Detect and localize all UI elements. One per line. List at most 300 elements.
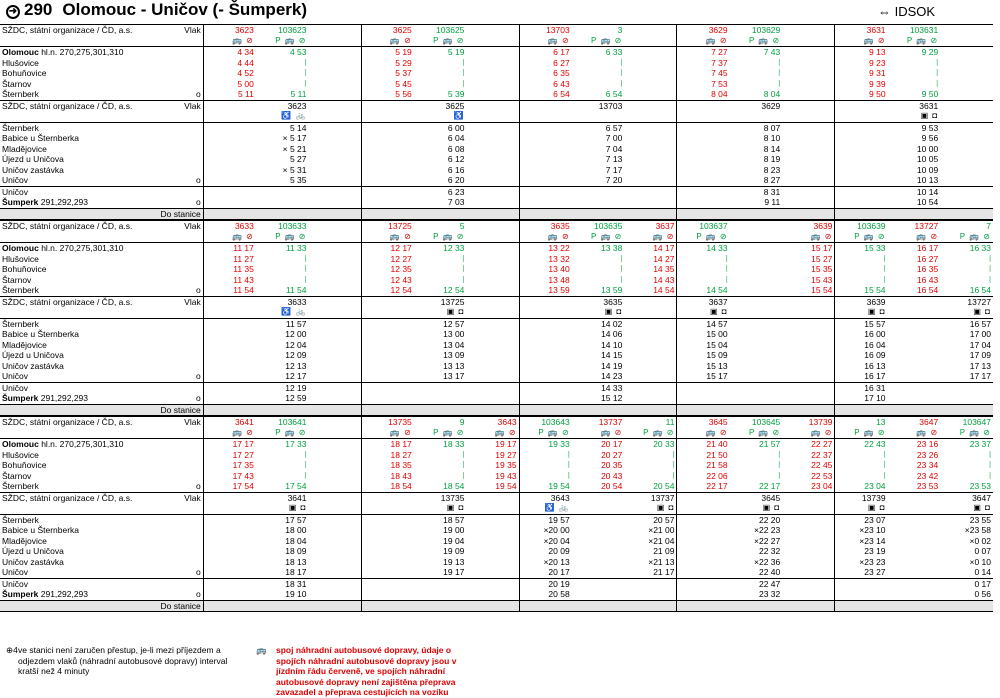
time-cell: 20 35	[601, 460, 623, 470]
station-cell	[0, 285, 203, 296]
station-cell	[0, 197, 203, 208]
train-number	[361, 100, 414, 111]
time-cell	[730, 393, 783, 404]
time-cell	[730, 340, 783, 351]
time-cell	[519, 186, 572, 197]
time-cell	[361, 546, 414, 557]
time-cell: 6 16	[447, 164, 465, 175]
station-name: Hlušovice	[2, 57, 39, 68]
train-number: 13703	[598, 100, 623, 111]
time-cell	[782, 318, 835, 329]
service-icon	[466, 503, 519, 514]
time-cell: 22 40	[730, 567, 783, 578]
timetable-row	[0, 58, 993, 69]
time-cell	[466, 186, 519, 197]
station-cell	[0, 350, 203, 361]
time-cell	[624, 578, 677, 589]
time-cell	[203, 318, 256, 329]
train-number	[361, 296, 414, 307]
time-cell	[940, 133, 993, 144]
train-number	[624, 100, 677, 111]
time-cell: 8 14	[763, 143, 781, 154]
station-cell	[0, 525, 203, 536]
empty-cell	[256, 600, 309, 612]
time-cell: 13 09	[443, 350, 465, 360]
time-cell	[624, 186, 677, 197]
time-cell: 8 10	[763, 133, 781, 143]
time-cell: 18 17	[361, 439, 414, 450]
train-number	[309, 296, 362, 307]
empty-cell	[624, 600, 677, 612]
station-name: Uničov	[2, 578, 28, 589]
time-cell: ×23 14	[859, 535, 886, 546]
time-cell: ⦚	[620, 68, 623, 78]
time-cell	[782, 175, 835, 186]
time-cell	[782, 589, 835, 600]
time-cell	[940, 58, 993, 69]
time-cell: 16 54	[888, 285, 941, 296]
service-icon: ♿ 🚲	[519, 503, 572, 514]
idsok-link[interactable]: ⇔ IDSOK	[878, 4, 936, 19]
service-icon	[203, 307, 256, 318]
bus-icon	[466, 36, 519, 47]
time-cell	[572, 589, 625, 600]
time-cell: 20 57	[624, 514, 677, 525]
station-name: Babice u Šternberka	[2, 525, 80, 535]
station-name: Újezd u Uničova	[2, 154, 64, 164]
train-number: 3645	[761, 492, 781, 503]
time-cell	[309, 133, 362, 144]
time-cell	[782, 165, 835, 176]
service-icon: ♿ 🚲	[256, 111, 309, 122]
time-cell: 16 31	[864, 382, 886, 393]
timetable-row	[0, 578, 993, 589]
train-number: 3625	[361, 25, 414, 36]
train-number	[940, 100, 993, 111]
time-cell	[677, 393, 730, 404]
station-name: Hlušovice	[2, 253, 39, 264]
time-cell	[730, 371, 783, 382]
time-cell: 16 13	[864, 360, 886, 371]
time-cell: 7 45	[711, 68, 728, 78]
time-cell: 19 27	[466, 450, 519, 461]
time-cell	[835, 122, 888, 133]
empty-cell	[466, 600, 519, 612]
timetable-row	[0, 371, 993, 382]
route-arrow-icon: ➜	[6, 5, 20, 19]
time-cell: ⦚	[778, 78, 781, 89]
time-cell	[414, 589, 467, 600]
time-cell: 12 35	[390, 264, 412, 274]
time-cell	[309, 525, 362, 536]
time-cell: 6 54	[519, 89, 572, 100]
timetable-row	[0, 546, 993, 557]
time-cell	[466, 68, 519, 79]
time-cell	[361, 536, 414, 547]
time-cell	[572, 186, 625, 197]
time-cell	[519, 329, 572, 340]
time-cell	[203, 546, 256, 557]
station-cell	[0, 578, 203, 589]
time-cell: ⦚	[304, 68, 307, 78]
station-name: Šternberk	[2, 481, 39, 491]
time-cell	[835, 197, 888, 208]
time-cell	[466, 275, 519, 286]
time-cell: 8 23	[763, 164, 781, 175]
time-cell	[782, 329, 835, 340]
time-cell	[309, 481, 362, 492]
station-name: Uničov	[2, 567, 28, 577]
time-cell	[572, 536, 625, 547]
service-icon	[888, 503, 941, 514]
station-cell	[0, 122, 203, 133]
train-number: 3635	[603, 296, 623, 307]
station-name: Bohuňovice	[2, 460, 47, 470]
time-cell: 16 57	[969, 318, 991, 329]
time-cell: 22 53	[782, 471, 835, 482]
time-cell: 15 09	[706, 350, 728, 360]
time-cell: 17 35	[232, 460, 254, 470]
time-cell: 20 33	[624, 439, 677, 450]
time-cell	[835, 175, 888, 186]
time-cell	[361, 154, 414, 165]
time-cell	[466, 144, 519, 155]
timetable-row	[0, 536, 993, 547]
time-cell: 15 13	[706, 360, 728, 371]
time-cell	[519, 197, 572, 208]
time-cell: 14 23	[572, 371, 625, 382]
station-cell	[0, 536, 203, 547]
time-cell: 21 17	[624, 567, 677, 578]
time-cell: ×20 13	[543, 556, 570, 567]
time-cell: ⦚	[567, 470, 570, 481]
time-cell: 17 04	[969, 339, 991, 350]
time-cell: 11 57	[285, 318, 307, 329]
route-title: Olomouc - Uničov (- Šumperk)	[62, 0, 308, 19]
route-number: 290	[24, 0, 53, 19]
time-cell: 10 13	[888, 175, 941, 186]
time-cell: 11 43	[233, 274, 254, 285]
operator-name: SŽDC, státní organizace / ČD, a.s.	[2, 492, 133, 503]
time-cell: 6 23	[447, 186, 465, 197]
bus-icon: P 🚌 ⊘	[433, 427, 465, 437]
time-cell	[309, 318, 362, 329]
time-cell: 17 27	[232, 449, 254, 460]
time-cell	[730, 382, 783, 393]
empty-cell	[0, 36, 203, 47]
operator-name: SŽDC, státní organizace / ČD, a.s.	[2, 417, 133, 427]
time-cell	[782, 133, 835, 144]
bus-icon: P 🚌 ⊘	[748, 35, 781, 45]
time-cell: ⦚	[883, 460, 886, 470]
station-name: Bohuňovice	[2, 68, 47, 78]
station-name: Štarnov	[2, 274, 32, 285]
time-cell	[624, 318, 677, 329]
service-icon: ▣ ◘	[572, 307, 625, 318]
operator-cell	[0, 296, 203, 307]
time-cell: 21 58	[706, 460, 728, 470]
time-cell: ⦚	[725, 253, 728, 264]
time-cell	[466, 197, 519, 208]
train-number: 9	[414, 417, 467, 428]
time-cell	[414, 578, 467, 589]
time-cell: 14 17	[624, 243, 677, 254]
train-number: 3639	[866, 296, 886, 307]
time-cell: 5 56	[361, 89, 414, 100]
train-number: 3641	[287, 492, 307, 503]
time-cell: 18 43	[390, 470, 412, 481]
time-cell: ⦚	[624, 460, 677, 471]
time-cell: 18 27	[390, 449, 412, 460]
time-cell: 21 40	[677, 439, 730, 450]
station-cell	[0, 481, 203, 492]
do-stanice-cell	[0, 600, 203, 612]
time-cell: 9 13	[835, 47, 888, 58]
time-cell	[624, 589, 677, 600]
bus-icon: 🚌 ⊘	[466, 428, 519, 439]
time-cell: ⦚	[462, 274, 465, 285]
time-cell: 17 43	[232, 470, 254, 481]
time-cell: 7 13	[605, 154, 623, 164]
train-number: 3637	[708, 296, 728, 307]
time-cell: 23 04	[782, 481, 835, 492]
time-cell	[940, 68, 993, 79]
time-cell: 18 09	[285, 546, 307, 556]
bus-icon	[624, 36, 677, 47]
time-cell	[203, 154, 256, 165]
time-cell: ⦚	[778, 57, 781, 68]
time-cell: ⦚	[989, 449, 991, 460]
time-cell	[309, 186, 362, 197]
time-cell	[519, 175, 572, 186]
time-cell: 14 19	[601, 360, 623, 371]
time-cell: 14 54	[624, 285, 677, 296]
time-cell	[466, 340, 519, 351]
time-cell	[466, 371, 519, 382]
station-name: Mladějovice	[2, 339, 47, 350]
empty-cell	[730, 208, 783, 220]
time-cell	[782, 79, 835, 90]
service-icon: ♿	[414, 111, 467, 122]
time-cell	[888, 514, 941, 525]
station-name: Uničov	[2, 175, 28, 185]
service-icon: ♿ 🚲	[256, 307, 309, 318]
station-cell	[0, 340, 203, 351]
station-cell	[0, 329, 203, 340]
time-cell	[730, 254, 783, 265]
time-cell	[677, 154, 730, 165]
time-cell: 14 06	[601, 329, 623, 339]
terminus-mark: o	[195, 175, 201, 185]
time-cell	[203, 165, 256, 176]
time-cell	[940, 175, 993, 186]
time-cell	[203, 536, 256, 547]
timetable-row	[0, 514, 993, 525]
train-number: 13725	[361, 221, 414, 232]
time-cell	[361, 393, 414, 404]
train-number: 3623	[203, 25, 256, 36]
empty-cell	[572, 208, 625, 220]
time-cell: 18 54	[361, 481, 414, 492]
time-cell	[624, 58, 677, 69]
time-cell	[677, 525, 730, 536]
time-cell	[624, 165, 677, 176]
time-cell: 22 20	[758, 514, 781, 525]
bus-icon	[782, 36, 835, 47]
empty-cell	[0, 111, 203, 122]
time-cell	[414, 393, 467, 404]
station-cell	[0, 546, 203, 557]
time-cell	[519, 154, 572, 165]
time-cell	[677, 122, 730, 133]
time-cell: 14 10	[601, 339, 623, 350]
time-cell	[572, 514, 625, 525]
time-cell: ⦚	[462, 253, 465, 264]
bus-icon: P 🚌 ⊘	[591, 231, 623, 241]
time-cell	[519, 133, 572, 144]
vlak-label: Vlak	[184, 25, 201, 35]
time-cell	[782, 350, 835, 361]
terminus-mark: o	[195, 285, 201, 295]
time-cell	[782, 557, 835, 568]
time-cell	[940, 79, 993, 90]
empty-cell	[782, 404, 835, 416]
time-cell	[677, 536, 730, 547]
train-number: 13739	[782, 417, 835, 428]
operator-cell	[0, 100, 203, 111]
time-cell: 7 17	[605, 164, 623, 175]
time-cell: 19 17	[414, 567, 467, 578]
time-cell	[203, 371, 256, 382]
time-cell	[309, 589, 362, 600]
time-cell	[835, 154, 888, 165]
empty-cell	[361, 600, 414, 612]
station-cell	[0, 47, 203, 58]
station-cell	[0, 460, 203, 471]
time-cell	[466, 79, 519, 90]
time-cell	[677, 382, 730, 393]
time-cell	[519, 361, 572, 372]
bus-icon	[466, 232, 519, 243]
time-cell: 23 19	[864, 546, 886, 556]
time-cell: 5 19	[414, 47, 467, 58]
time-cell: 7 20	[572, 175, 625, 186]
time-cell	[624, 89, 677, 100]
train-number: 7	[940, 221, 993, 232]
time-cell	[309, 514, 362, 525]
time-cell: 23 37	[940, 439, 993, 450]
train-number	[309, 25, 362, 36]
timetable-row	[0, 557, 993, 568]
time-cell	[888, 361, 941, 372]
train-number: 103645	[730, 417, 783, 428]
time-cell	[309, 285, 362, 296]
time-cell: 12 17	[256, 371, 309, 382]
service-icon: ▣ ◘	[835, 503, 888, 514]
station-name: Uničov	[2, 371, 28, 381]
time-cell: 9 39	[869, 78, 886, 89]
do-stanice-label: Do stanice	[160, 208, 201, 219]
time-cell	[940, 144, 993, 155]
time-cell: 14 33	[677, 243, 730, 254]
time-cell	[203, 350, 256, 361]
empty-cell	[203, 404, 256, 416]
time-cell: 0 07	[974, 546, 991, 556]
bus-icon	[940, 36, 993, 47]
station-name: Uničov	[2, 382, 28, 393]
timetable	[0, 24, 1000, 612]
time-cell: 5 45	[395, 78, 412, 89]
train-number	[572, 492, 625, 503]
time-cell: ⦚	[462, 57, 465, 68]
station-cell	[0, 382, 203, 393]
time-cell: 22 37	[782, 450, 835, 461]
train-number: 13737	[572, 417, 625, 428]
vlak-label: Vlak	[184, 417, 201, 427]
time-cell: 19 10	[285, 589, 307, 599]
bus-icon: 🚌 ⊘	[705, 35, 728, 45]
time-cell	[782, 371, 835, 382]
time-cell	[361, 197, 414, 208]
timetable-row	[0, 89, 993, 100]
train-number: 13735	[361, 417, 414, 428]
time-cell: ×20 00	[543, 525, 570, 535]
time-cell: ×21 13	[624, 557, 677, 568]
bus-icon: P 🚌 ⊘	[275, 231, 307, 241]
terminus-mark: o	[195, 371, 201, 381]
train-number: 103641	[256, 417, 309, 428]
time-cell	[677, 186, 730, 197]
train-icon-row-2	[0, 111, 993, 122]
time-cell	[624, 393, 677, 404]
time-cell: 17 33	[256, 439, 309, 450]
time-cell: ⦚	[462, 460, 465, 470]
time-cell: 14 27	[624, 254, 677, 265]
time-cell: 8 04	[677, 89, 730, 100]
empty-cell	[203, 600, 256, 612]
service-icon	[519, 111, 572, 122]
time-cell: ⦚	[304, 78, 307, 89]
time-cell: ⦚	[989, 253, 991, 264]
time-cell: 13 48	[548, 274, 570, 285]
station-name: Babice u Šternberka	[2, 329, 80, 339]
station-cell	[0, 275, 203, 286]
empty-cell	[414, 404, 467, 416]
station-name: Štarnov	[2, 470, 32, 481]
bus-icon: P 🚌 ⊘	[854, 427, 886, 437]
time-cell: 17 10	[864, 393, 886, 403]
time-cell	[782, 514, 835, 525]
station-cell	[0, 79, 203, 90]
train-number	[203, 100, 256, 111]
transfer-icon: ⊕4	[6, 645, 18, 655]
station-cell	[0, 318, 203, 329]
time-cell	[361, 371, 414, 382]
train-number: 13739	[861, 492, 886, 503]
time-cell	[782, 47, 835, 58]
station-name-bold: Šumperk	[2, 589, 39, 599]
time-cell	[309, 68, 362, 79]
bus-icon: 🚌 ⊘	[547, 231, 570, 241]
time-cell: 13 22	[519, 243, 572, 254]
timetable-row	[0, 340, 993, 351]
time-cell	[624, 361, 677, 372]
station-name: Šternberk	[2, 89, 39, 99]
time-cell	[888, 350, 941, 361]
time-cell	[835, 144, 888, 155]
time-cell: ⦚	[304, 274, 307, 285]
time-cell: 22 45	[782, 460, 835, 471]
